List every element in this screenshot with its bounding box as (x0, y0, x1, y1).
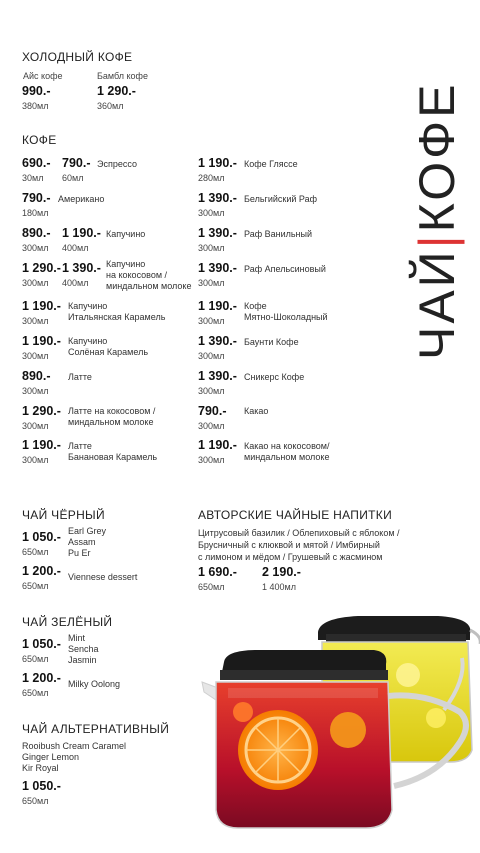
coffee-volume: 300мл (198, 421, 225, 431)
coffee-price: 1 190.- (198, 156, 237, 170)
coffee-name: Раф Ванильный (244, 229, 313, 239)
coffee-volume: 300мл (198, 208, 225, 218)
tea-volume: 650мл (22, 654, 49, 664)
alt-tea-names: Rooibush Cream Caramel Ginger Lemon Kir Royal (22, 741, 127, 773)
coffee-name: Какао на кокосовом/ миндальном молоке (244, 441, 330, 462)
coffee-volume: 300мл (22, 421, 49, 431)
tea-volume: 650мл (22, 547, 49, 557)
coffee-price: 790.- (198, 404, 227, 418)
cold-coffee-volume: 360мл (97, 101, 124, 111)
coffee-volume: 300мл (22, 278, 49, 288)
coffee-price: 1 190.- (198, 299, 237, 313)
cold-coffee-name: Айс кофе (23, 71, 63, 81)
cold-coffee-price: 990.- (22, 84, 51, 98)
coffee-volume: 300мл (198, 351, 225, 361)
coffee-name: Кофе Гляссе (244, 159, 298, 169)
coffee-name: Капучино Итальянская Карамель (68, 301, 166, 322)
coffee-price: 690.- (22, 156, 51, 170)
coffee-name: Капучино Солёная Карамель (68, 336, 149, 357)
coffee-volume: 60мл (62, 173, 84, 183)
tea-volume: 650мл (198, 582, 225, 592)
coffee-price: 790.- (62, 156, 91, 170)
coffee-price: 1 290.- (22, 404, 61, 418)
coffee-name: Капучино (106, 229, 146, 239)
tea-names: Viennese dessert (68, 572, 138, 582)
coffee-name: Латте на кокосовом / миндальном молоке (68, 406, 156, 427)
vertical-title-coffee: КОФЕ (409, 81, 465, 233)
coffee-volume: 400мл (62, 278, 89, 288)
cold-coffee-name: Бамбл кофе (97, 71, 148, 81)
coffee-price: 1 190.- (22, 438, 61, 452)
vertical-title-separator: | (409, 232, 465, 249)
coffee-price: 1 390.- (198, 191, 237, 205)
coffee-price: 1 190.- (22, 299, 61, 313)
coffee-volume: 300мл (22, 351, 49, 361)
coffee-name: Какао (244, 406, 269, 416)
coffee-name: Раф Апельсиновый (244, 264, 326, 274)
green-tea-heading: ЧАЙ ЗЕЛЁНЫЙ (22, 615, 113, 629)
vertical-title-tea: ЧАЙ (409, 248, 465, 360)
alt-tea-heading: ЧАЙ АЛЬТЕРНАТИВНЫЙ (22, 722, 170, 736)
tea-price: 1 200.- (22, 564, 61, 578)
coffee-volume: 300мл (198, 278, 225, 288)
coffee-price: 1 190.- (62, 226, 101, 240)
cold-coffee-price: 1 290.- (97, 84, 136, 98)
coffee-name: Эспрессо (97, 159, 137, 169)
coffee-name: Бельгийский Раф (244, 194, 317, 204)
black-tea-heading: ЧАЙ ЧЁРНЫЙ (22, 508, 105, 522)
coffee-name: Кофе Мятно-Шоколадный (244, 301, 328, 322)
teapots-photo (198, 600, 480, 840)
coffee-volume: 300мл (198, 455, 225, 465)
tea-price: 2 190.- (262, 565, 301, 579)
coffee-name: Латте Банановая Карамель (68, 441, 158, 462)
coffee-volume: 300мл (22, 455, 49, 465)
coffee-volume: 400мл (62, 243, 89, 253)
coffee-price: 1 190.- (22, 334, 61, 348)
author-tea-description: Цитрусовый базилик / Облепиховый с яблоком / Брусничный с клюквой и мятой / Имбирный с лимоном и мёдом / Грушевый с жасмином (198, 528, 400, 562)
coffee-price: 890.- (22, 226, 51, 240)
tea-names: Milky Oolong (68, 679, 121, 689)
coffee-name: Латте (68, 372, 92, 382)
coffee-price: 1 390.- (198, 226, 237, 240)
coffee-price: 1 390.- (198, 261, 237, 275)
coffee-price: 890.- (22, 369, 51, 383)
coffee-volume: 300мл (198, 386, 225, 396)
coffee-volume: 180мл (22, 208, 49, 218)
tea-price: 1 050.- (22, 779, 61, 793)
vertical-title (408, 82, 466, 360)
tea-price: 1 690.- (198, 565, 237, 579)
coffee-price: 1 190.- (198, 438, 237, 452)
coffee-volume: 300мл (22, 316, 49, 326)
coffee-heading: КОФЕ (22, 133, 57, 147)
tea-price: 1 200.- (22, 671, 61, 685)
coffee-price: 1 390.- (62, 261, 101, 275)
coffee-name: Сникерс Кофе (244, 372, 305, 382)
coffee-volume: 30мл (22, 173, 44, 183)
coffee-price: 1 390.- (198, 369, 237, 383)
tea-names: Mint Sencha Jasmin (68, 633, 99, 665)
cold-coffee-heading: ХОЛОДНЫЙ КОФЕ (22, 50, 133, 64)
cold-coffee-volume: 380мл (22, 101, 49, 111)
tea-volume: 650мл (22, 581, 49, 591)
tea-volume: 1 400мл (262, 582, 296, 592)
coffee-volume: 280мл (198, 173, 225, 183)
tea-names: Earl Grey Assam Pu Er (68, 526, 107, 558)
coffee-name: Американо (58, 194, 105, 204)
coffee-price: 1 390.- (198, 334, 237, 348)
tea-price: 1 050.- (22, 530, 61, 544)
coffee-volume: 300мл (22, 386, 49, 396)
coffee-volume: 300мл (22, 243, 49, 253)
coffee-name: Баунти Кофе (244, 337, 299, 347)
coffee-volume: 300мл (198, 243, 225, 253)
tea-price: 1 050.- (22, 637, 61, 651)
author-tea-heading: АВТОРСКИЕ ЧАЙНЫЕ НАПИТКИ (198, 508, 393, 522)
tea-volume: 650мл (22, 688, 49, 698)
coffee-price: 1 290.- (22, 261, 61, 275)
coffee-volume: 300мл (198, 316, 225, 326)
coffee-price: 790.- (22, 191, 51, 205)
tea-volume: 650мл (22, 796, 49, 806)
coffee-name: Капучино на кокосовом / миндальном молоке (106, 259, 192, 291)
